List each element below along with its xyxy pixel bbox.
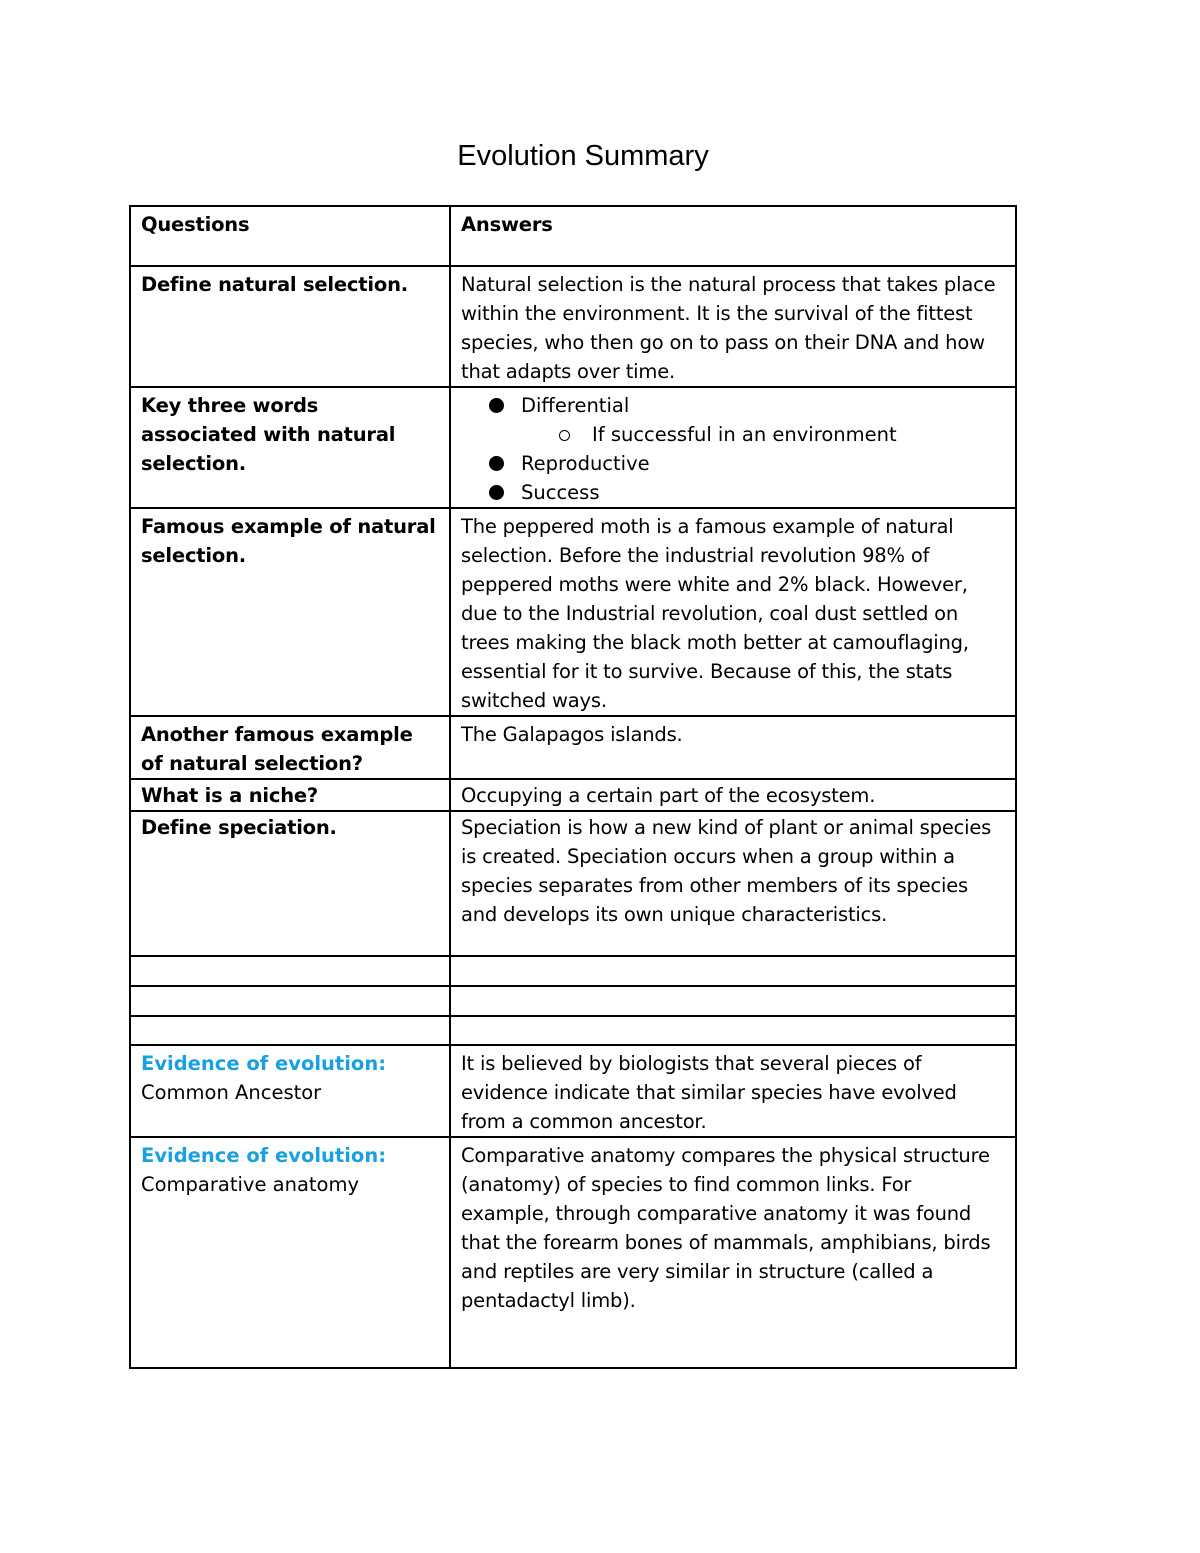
- answer-cell: It is believed by biologists that several pieces of evidence indicate that similar species have evolved from a common ancestor.: [450, 1045, 1016, 1137]
- answer-cell: Natural selection is the natural process that takes place within the environment. It is the survival of the fittest species, who then go on to pass on their DNA and how that adapts over time.: [450, 266, 1016, 387]
- list-item: Reproductive: [451, 449, 1005, 478]
- question-cell: Key three words associated with natural selection.: [130, 387, 450, 508]
- question-cell: What is a niche?: [130, 779, 450, 811]
- list-item: If successful in an environment: [451, 420, 1005, 449]
- table-row: [130, 779, 1016, 811]
- question-cell: [130, 1137, 450, 1368]
- empty-cell: [450, 1016, 1016, 1045]
- summary-table: [129, 205, 1017, 1369]
- evidence-topic: Comparative anatomy: [141, 1173, 360, 1196]
- empty-cell: [130, 986, 450, 1016]
- table-header-row: [130, 206, 1016, 266]
- table-row: [130, 266, 1016, 387]
- empty-row: [130, 986, 1016, 1016]
- evidence-label: Evidence of evolution:: [141, 1144, 387, 1167]
- question-cell: Define natural selection.: [130, 266, 450, 387]
- answer-cell: The peppered moth is a famous example of natural selection. Before the industrial revolution 98% of peppered moths were white and 2% black. However, due to the Industrial revolution, coal dust settled on trees making the black moth better at camouflaging, essential for it to survive. Because of this, the stats switched ways.: [450, 508, 1016, 716]
- table-row: [130, 1045, 1016, 1137]
- answer-cell: The Galapagos islands.: [450, 716, 1016, 779]
- table-row: [130, 508, 1016, 716]
- question-cell: Another famous example of natural selection?: [130, 716, 450, 779]
- filled-bullet-icon: [489, 398, 504, 413]
- table-row: [130, 811, 1016, 956]
- answers-header: Answers: [450, 206, 1016, 266]
- empty-cell: [130, 956, 450, 986]
- questions-header: Questions: [130, 206, 450, 266]
- list-item: Differential: [451, 391, 1005, 420]
- question-cell: [130, 1045, 450, 1137]
- empty-cell: [450, 986, 1016, 1016]
- table-row: [130, 387, 1016, 508]
- page-title: Evolution Summary: [457, 140, 709, 172]
- answer-cell: Comparative anatomy compares the physical structure (anatomy) of species to find common links. For example, through comparative anatomy it was found that the forearm bones of mammals, amphibians, birds and reptiles are very similar in structure (called a pentadactyl limb).: [450, 1137, 1016, 1368]
- empty-cell: [130, 1016, 450, 1045]
- keyword-list: [451, 391, 1005, 507]
- empty-cell: [450, 956, 1016, 986]
- empty-row: [130, 956, 1016, 986]
- answer-cell: [450, 387, 1016, 508]
- answer-cell: Occupying a certain part of the ecosystem.: [450, 779, 1016, 811]
- evidence-label: Evidence of evolution:: [141, 1052, 387, 1075]
- question-cell: Famous example of natural selection.: [130, 508, 450, 716]
- list-item: Success: [451, 478, 1005, 507]
- table-row: [130, 1137, 1016, 1368]
- empty-row: [130, 1016, 1016, 1045]
- evidence-topic: Common Ancestor: [141, 1081, 322, 1104]
- hollow-bullet-icon: [559, 430, 570, 441]
- table-row: [130, 716, 1016, 779]
- filled-bullet-icon: [489, 456, 504, 471]
- answer-cell: Speciation is how a new kind of plant or animal species is created. Speciation occurs when a group within a species separates from other members of its species and develops its own unique characteristics.: [450, 811, 1016, 956]
- question-cell: Define speciation.: [130, 811, 450, 956]
- filled-bullet-icon: [489, 485, 504, 500]
